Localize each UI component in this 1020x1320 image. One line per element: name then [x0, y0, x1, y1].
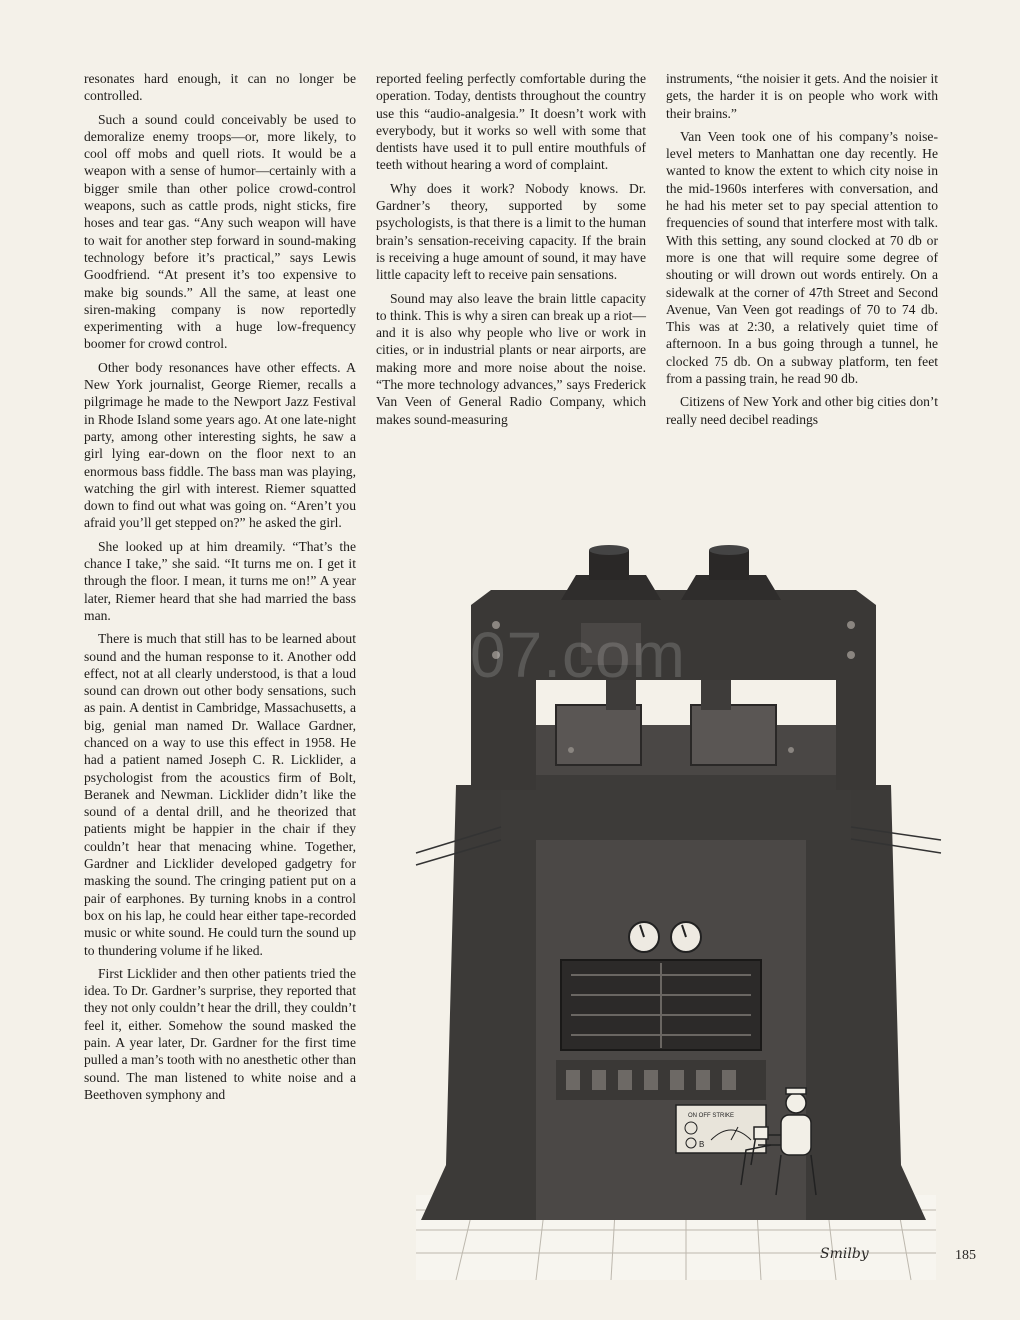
paragraph: First Licklider and then other patients tried the idea. To Dr. Gardner’s surprise, they reported that they not only couldn’t hear the drill, they couldn’t feel it, either. Somehow the sound masked the pain. A year later, Dr. Gardner for the first time pulled a man’s tooth with no anesthetic other than sound. The man listened to white noise and a Beethoven symphony and — [84, 965, 356, 1102]
paragraph: instruments, “the noisier it gets. And the noisier it gets, the harder it is on people who work with their brains.” — [666, 71, 938, 121]
paragraph: Why does it work? Nobody knows. Dr. Gardner’s theory, supported by some psychologists, is that there is a limit to the human brain’s sensation-receiving capacity. If the brain is receiving a huge amount of sound, it may have little capacity left to receive pain sensations. — [376, 180, 646, 283]
watermark: 07.com — [470, 619, 686, 691]
page-number: 185 — [955, 1248, 976, 1263]
paragraph: Citizens of New York and other big cities don’t really need decibel readings — [666, 394, 938, 427]
press-block-right — [691, 705, 776, 765]
paragraph: reported feeling perfectly comfortable during the operation. Today, dentists throughout the country use this “audio-analgesia.” It doesn’t work with everybody, but it works so well with some that dentists have used it to pull entire mouthfuls of teeth without hearing a word of complaint. — [376, 71, 646, 173]
text-column-3 — [666, 70, 938, 434]
paragraph: Other body resonances have other effects. A New York journalist, George Riemer, recalls a pilgrimage he made to the Newport Jazz Festival in Rhode Island some years ago. At one late-night party, among other interesting sights, he saw a girl lying ear-down on the floor next to an enormous bass fiddle. The bass man was playing, watching the girl with interest. Riemer squatted down to find out what was going on. “Aren’t you afraid you’ll get stepped on?” he asked the girl. — [84, 359, 356, 531]
paragraph: There is much that still has to be learned about sound and the human response to it. Another odd effect, not at all clearly understood, is that a loud sound can drown out other body sensations, such as pain. A dentist in Cambridge, Massachusetts, a big, genial man named Dr. Wallace Gardner, chanced on a way to use this effect in 1958. He had a patient named Joseph C. R. Licklider, a psychologist from the acoustics firm of Bolt, Beranek and Newman. Licklider didn’t like the sound of a dental drill, and he theorized that patients might be happier in the chair if they couldn’t hear that menacing whine. Together, Gardner and Licklider developed gadgetry for masking the sound. The cringing patient put on a pair of earphones. By turning knobs in a control box on his lap, he could hear either tape-recorded music or white sound. He could turn the sound up to thundering volume if he liked. — [84, 631, 356, 958]
text-column-1 — [84, 70, 356, 1109]
text-column-2 — [376, 70, 646, 434]
paragraph: Sound may also leave the brain little capacity to think. This is why a siren can break up a riot—and it is also why people who live or work in cities, or in industrial plants or near airports, are making more and more noise about the noise. “The more technology advances,” says Frederick Van Veen of General Radio Company, which makes sound-measuring — [376, 290, 646, 427]
gauge-letter: B — [699, 1140, 705, 1149]
artist-signature: Smilby — [820, 1246, 869, 1262]
paragraph: Van Veen took one of his company’s noise-level meters to Manhattan one day recently. He wanted to know the extent to which city noise in the mid-1960s interferes with conversation, and he had his meter set to pay special attention to frequencies of sound that interfere most with talk. With this setting, any sound clocked at 70 db or more is one that will require some degree of shouting or will drown out words entirely. On a sidewalk at the corner of 47th Street and Second Avenue, Van Veen got readings of 70 to 74 db. This was at 2:30, a relatively quiet time of afternoon. In a bus going through a tunnel, he clocked 75 db. On a subway platform, ten feet from a passing train, he read 90 db. — [666, 128, 938, 387]
panel-label: ON OFF STRIKE — [688, 1113, 735, 1119]
control-panel — [676, 1105, 766, 1153]
paragraph: resonates hard enough, it can no longer be controlled. — [84, 71, 356, 104]
press-block-left — [556, 705, 641, 765]
paragraph: She looked up at him dreamily. “That’s the chance I take,” she said. “It turns me on. I get it through the floor. I mean, it turns me on!” A year later, Riemer heard that she had married the bass man. — [84, 538, 356, 623]
paragraph: Such a sound could conceivably be used to demoralize enemy troops—or, more likely, to cool off mobs and quell riots. It would be a weapon with a sense of humor—certainly with a bigger smile than other police crowd-control weapons, such as cattle prods, night sticks, fire hoses and tear gas. “Any such weapon will have to wait for another step forward in sound-making technology before it’s practical,” says Lewis Goodfriend. “At present it’s too expensive to make big sounds.” All the same, at least one siren-making company is now reportedly experimenting with a huge low-frequency boomer for crowd control. — [84, 111, 356, 352]
